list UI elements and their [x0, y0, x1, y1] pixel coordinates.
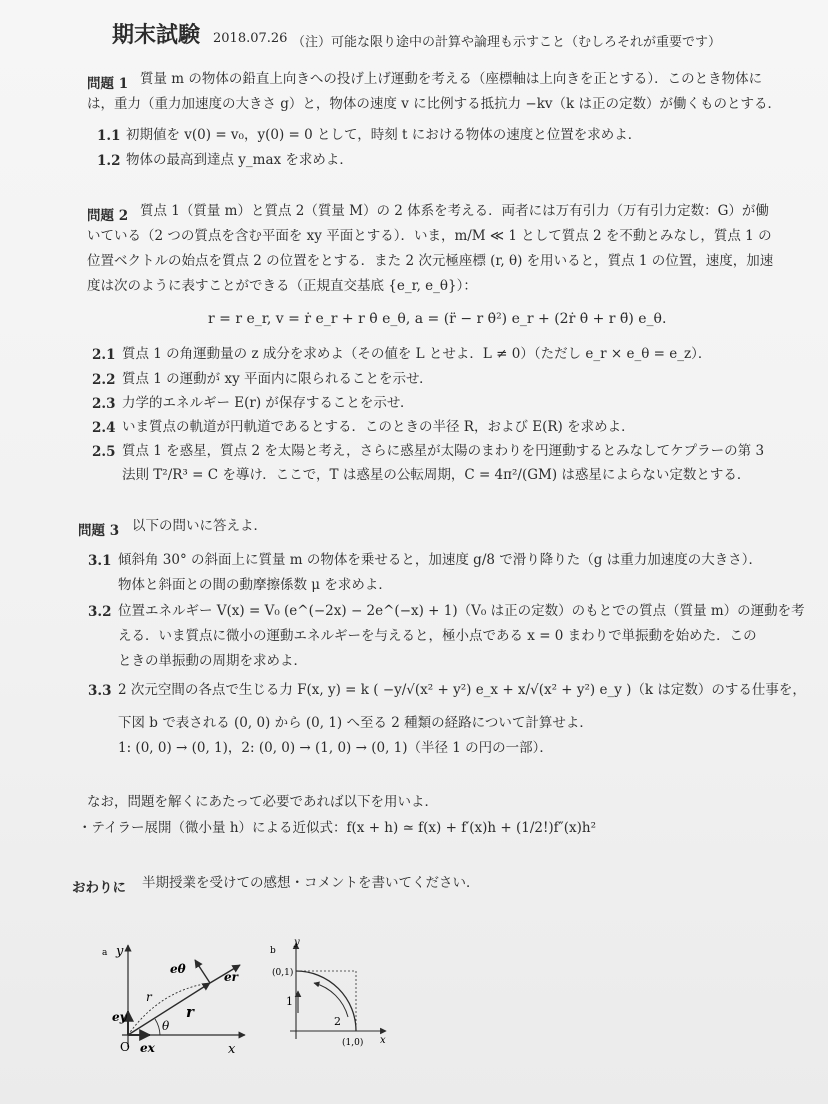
q3-label: 問題 3 [78, 523, 120, 539]
q2-label: 問題 2 [87, 208, 129, 224]
q2-1-num: 2.1 [92, 347, 116, 363]
figure-b-path2-label: 2 [334, 1015, 341, 1028]
q2-3-num: 2.3 [92, 396, 116, 412]
exam-date: 2018.07.26 [213, 31, 288, 46]
q3-2-line-2: える．いま質点に微小の運動エネルギーを与えると，極小点である x = 0 まわりで単振動を始めた．この [118, 628, 757, 644]
q2-5-text-cont: 法則 T²/R³ = C を導け．ここで，T は惑星の公転周期，C = 4π²/(GM) は惑星によらない定数とする． [122, 467, 751, 483]
figure-a-origin: O [120, 1040, 130, 1054]
q2-line-4: 度は次のように表すことができる（正規直交基底 {e_r, e_θ}）： [87, 278, 477, 294]
figure-b-y-label: y [294, 937, 300, 948]
q2-2-num: 2.2 [92, 372, 116, 388]
q3-3-num: 3.3 [88, 683, 112, 699]
figure-b [268, 935, 398, 1065]
figure-a-e-r-label: er [224, 970, 238, 984]
figure-a-e-y-label: ey [112, 1010, 127, 1024]
figure-a-angle-arc [155, 1019, 160, 1035]
figure-a-theta-label: θ [162, 1019, 170, 1033]
q2-line-3: 位置ベクトルの始点を質点 2 の位置をとする．また 2 次元極座標 (r, θ) を用いると，質点 1 の位置，速度，加速 [87, 253, 774, 269]
figure-b-point-1-0: (1,0) [342, 1038, 364, 1048]
figure-a-e-theta-label: eθ [170, 962, 186, 976]
q2-line-2: いている（2 つの質点を含む平面を xy 平面とする）．いま，m/M ≪ 1 として質点 2 を不動とみなし，質点 1 の [87, 228, 772, 244]
q2-equation: r = r e_r, v = ṙ e_r + r θ̇ e_θ, a = (r̈ − r θ̇²) e_r + (2ṙ θ̇ + r θ̈) e_θ. [208, 311, 667, 327]
q3-1-line-1: 傾斜角 30° の斜面上に質量 m の物体を乗せると，加速度 g/8 で滑り降りた（g は重力加速度の大きさ）． [118, 552, 762, 568]
q3-1-num: 3.1 [88, 553, 112, 569]
q3-2-line-3: ときの単振動の周期を求めよ． [118, 653, 307, 669]
figure-a-x-label: x [228, 1042, 236, 1057]
q2-1-text: 質点 1 の角運動量の z 成分を求めよ（その値を L とせよ．L ≠ 0）（ただし e_r × e_θ = e_z）． [122, 346, 712, 362]
q1-1-num: 1.1 [97, 128, 121, 144]
q2-4-num: 2.4 [92, 420, 116, 436]
figure-a-r-bold-label: r [186, 1003, 194, 1021]
q2-5-num: 2.5 [92, 444, 116, 460]
exam-title: 期末試験 [112, 22, 201, 48]
figure-b-x-label: x [380, 1035, 386, 1046]
q1-line-2: は，重力（重力加速度の大きさ g）と，物体の速度 v に比例する抵抗力 −kv（k は正の定数）が働くものとする． [87, 96, 782, 112]
figure-b-path1-label: 1 [286, 995, 293, 1008]
figure-a-e-theta-arrow [195, 960, 210, 983]
q1-line-1: 質量 m の物体の鉛直上向きへの投げ上げ運動を考える（座標軸は上向きを正とする）．このとき物体に [140, 71, 763, 87]
q3-3-line-1: 2 次元空間の各点で生じる力 F(x, y) = k ( −y/√(x² + y²) e_x + x/√(x² + y²) e_y )（k は定数）のする仕事を， [118, 682, 806, 698]
figure-b-tag: b [270, 946, 276, 956]
figure-a-r-small-label: r [146, 990, 152, 1004]
closing-label: おわりに [72, 880, 126, 896]
figure-a-tag: a [102, 948, 108, 958]
figure-a [100, 935, 260, 1065]
q3-2-line-1: 位置エネルギー V(x) = V₀ (e^(−2x) − 2e^(−x) + 1)（V₀ は正の定数）のもとでの質点（質量 m）の運動を考 [118, 603, 805, 619]
q2-5-text: 質点 1 を惑星，質点 2 を太陽と考え，さらに惑星が太陽のまわりを円運動するとみなしてケプラーの第 3 [122, 443, 765, 459]
figure-b-arc-arrow [314, 983, 348, 1017]
q2-3-text: 力学的エネルギー E(r) が保存することを示せ． [122, 395, 414, 411]
figure-b-point-0-1: (0,1) [272, 968, 294, 978]
q1-1-text: 初期値を v(0) = v₀，y(0) = 0 として，時刻 t における物体の速度と位置を求めよ． [126, 127, 642, 143]
q1-2-text: 物体の最高到達点 y_max を求めよ． [126, 152, 353, 168]
figure-a-e-x-label: ex [140, 1041, 155, 1055]
figure-a-y-label: y [116, 944, 124, 959]
q2-line-1: 質点 1（質量 m）と質点 2（質量 M）の 2 体系を考える．両者には万有引力（万有引力定数：G）が働 [140, 203, 769, 219]
notes-intro: なお，問題を解くにあたって必要であれば以下を用いよ． [87, 794, 438, 810]
q3-2-num: 3.2 [88, 604, 112, 620]
notes-taylor: ・テイラー展開（微小量 h）による近似式：f(x + h) ≃ f(x) + f′(x)h + (1/2!)f″(x)h² [78, 820, 596, 836]
q3-3-line-2: 下図 b で表される (0, 0) から (0, 1) へ至る 2 種類の経路について計算せよ． [118, 715, 593, 731]
figure-b-arc-path [296, 971, 356, 1031]
q3-1-line-2: 物体と斜面との間の動摩擦係数 μ を求めよ． [118, 577, 392, 593]
q1-label: 問題 1 [87, 76, 129, 92]
q2-2-text: 質点 1 の運動が xy 平面内に限られることを示せ． [122, 371, 433, 387]
q3-intro: 以下の問いに答えよ． [132, 518, 267, 534]
exam-note: （注）可能な限り途中の計算や論理も示すこと（むしろそれが重要です） [292, 35, 722, 50]
q1-2-num: 1.2 [97, 153, 121, 169]
closing-text: 半期授業を受けての感想・コメントを書いてください． [142, 875, 480, 891]
q2-4-text: いま質点の軌道が円軌道であるとする．このときの半径 R，および E(R) を求めよ． [122, 419, 635, 435]
q3-3-line-3: 1: (0, 0) → (0, 1)，2: (0, 0) → (1, 0) → (0, 1)（半径 1 の円の一部）． [118, 740, 553, 756]
